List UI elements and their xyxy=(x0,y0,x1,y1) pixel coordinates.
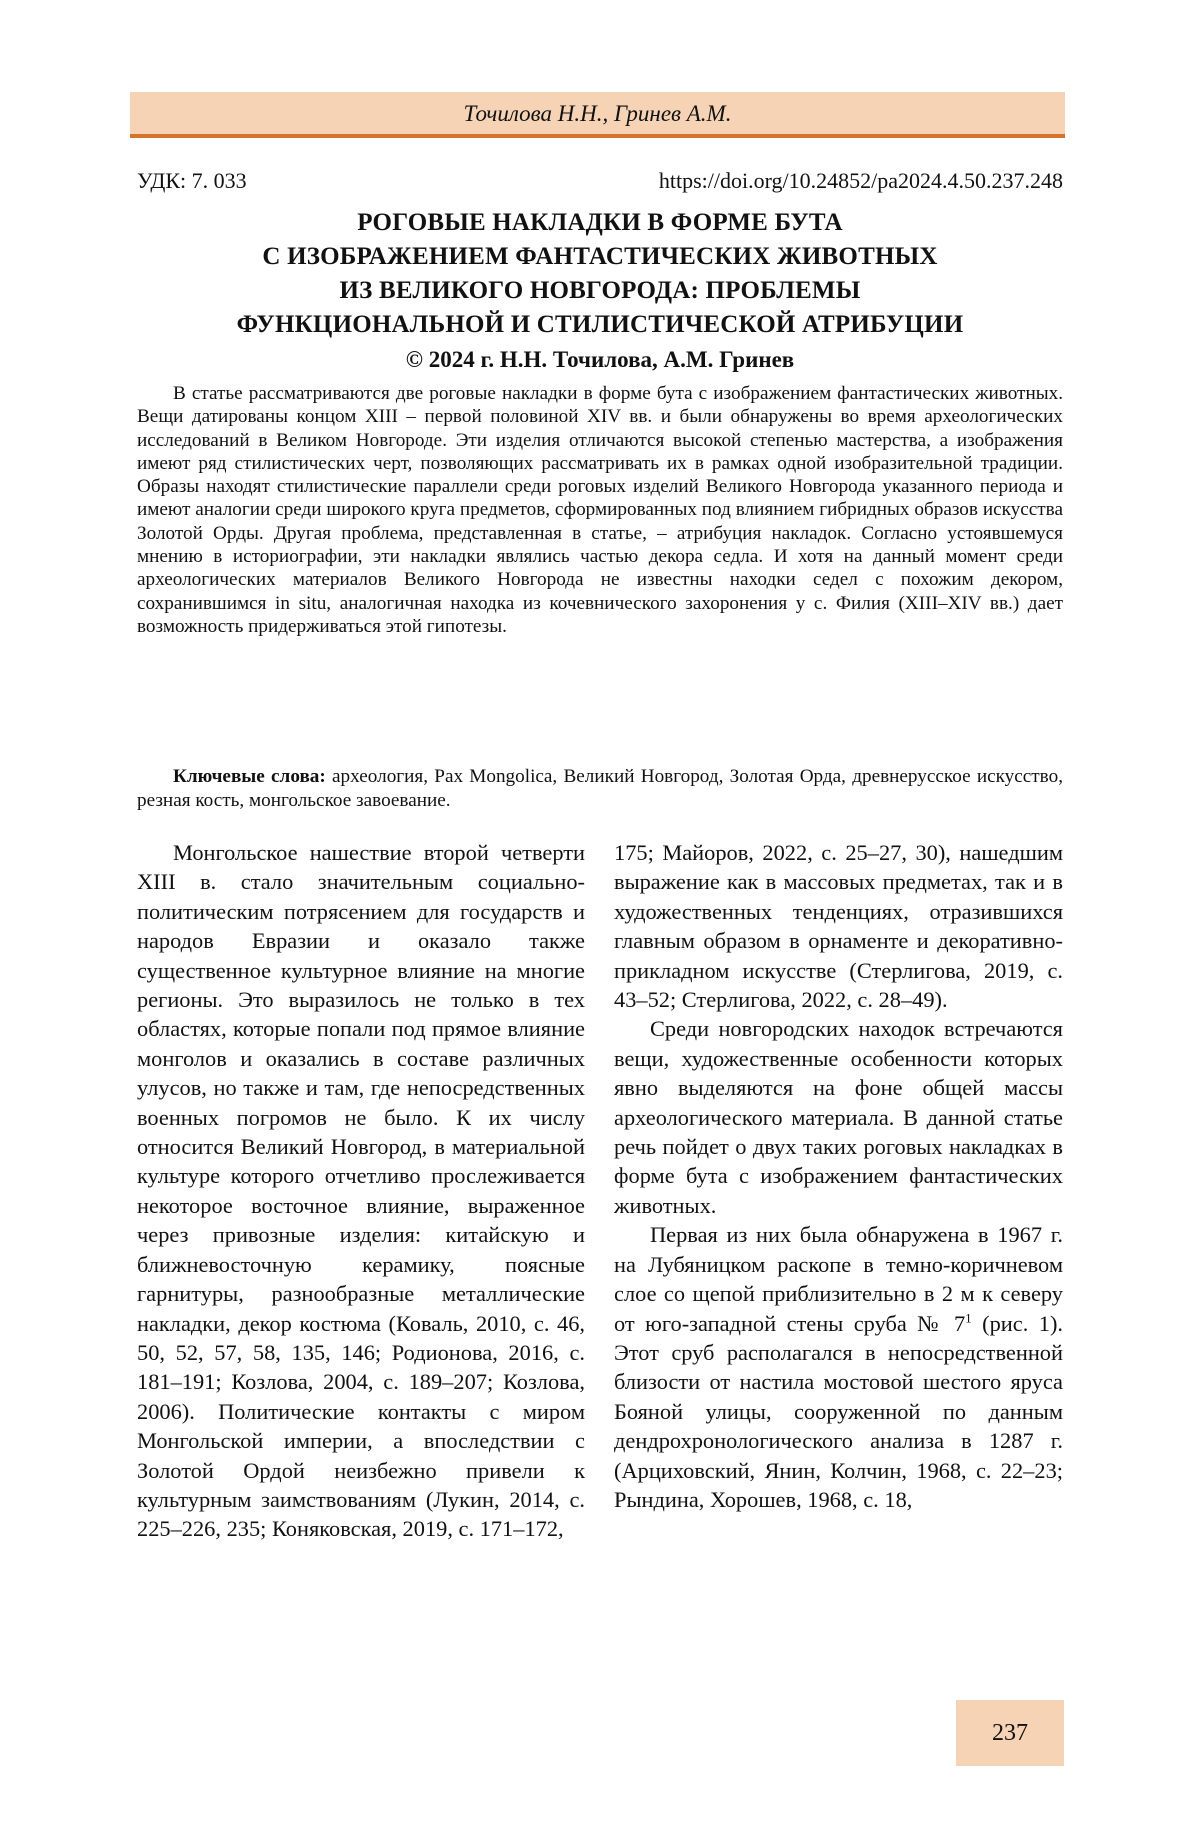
keywords-text: археология, Pax Mongolica, Великий Новгород, Золотая Орда, древнерусское искусство, резная кость, монгольское завоевание. xyxy=(137,766,1063,811)
footnote-ref[interactable]: 1 xyxy=(965,1310,972,1326)
body-paragraph: 175; Майоров, 2022, с. 25–27, 30), нашедшим выражение как в массовых предметах, так и в художественных тенденциях, отразившихся главным образом в орнаменте и декоративно-прикладном искусстве (Стерлигова, 2019, с. 43–52; Стерлигова, 2022, с. 28–49). xyxy=(614,840,1063,1013)
title-line: ИЗ ВЕЛИКОГО НОВГОРОДА: ПРОБЛЕМЫ xyxy=(339,277,861,304)
article-meta xyxy=(137,168,1063,194)
running-header xyxy=(130,92,1065,138)
running-header-authors: Точилова Н.Н., Гринев А.М. xyxy=(463,101,732,126)
keywords-label: Ключевые слова: xyxy=(173,766,326,787)
body-text: Первая из них была обнаружена в 1967 г. на Лубяницком раскопе в темно-коричневом слое со щепой приблизительно в 2 м к северу от юго-западной стены сруба № 7 xyxy=(614,1222,1063,1336)
article-title xyxy=(137,206,1063,342)
abstract: В статье рассматриваются две роговые накладки в форме бута с изображением фантастических животных. Вещи датированы концом XIII – первой половиной XIV вв. и были обнаружены во время археологических исследований в Великом Новгороде. Эти изделия отличаются высокой степенью мастерства, а изображения имеют ряд стилистических черт, позволяющих рассматривать их в рамках одной изобразительной традиции. Образы находят стилистические параллели среди роговых изделий Великого Новгорода указанного периода и имеют аналогии среди широкого круга предметов, сформированных под влиянием гибридных образов искусства Золотой Орды. Другая проблема, представленная в статье, – атрибуция накладок. Согласно устоявшемуся мнению в историографии, эти накладки являлись частью декора седла. И хотя на данный момент среди археологических материалов Великого Новгорода не известны находки седел с похожим декором, сохранившимся in situ, аналогичная находка из кочевнического захоронения у с. Филия (XIII–XIV вв.) дает возможность придерживаться этой гипотезы. xyxy=(137,383,1063,637)
body-paragraph: Среди новгородских находок встречаются вещи, художественные особенности которых явно выделяются на фоне общей массы археологического материала. В данной статье речь пойдет о двух таких роговых накладках в форме бута с изображением фантастических животных. xyxy=(614,1016,1063,1218)
title-line: С ИЗОБРАЖЕНИЕМ ФАНТАСТИЧЕСКИХ ЖИВОТНЫХ xyxy=(262,243,938,270)
body-text: (рис. 1). Этот сруб располагался в непосредственной близости от настила мостовой шестого яруса Бояной улицы, сооруженной по данным дендрохронологического анализа в 1287 г. (Арциховский, Янин, Колчин, 1968, с. 22–23; Рындина, Хорошев, 1968, с. 18, xyxy=(614,1310,1064,1512)
body-paragraph: Монгольское нашествие второй четверти XIII в. стало значительным социально-политическим потрясением для государств и народов Евразии и оказало также существенное культурное влияние на многие регионы. Это выразилось не только в тех областях, которые попали под прямое влияние монголов и оказались в составе различных улусов, но также и там, где непосредственных военных погромов не было. К их числу относится Великий Новгород, в материальной культуре которого отчетливо прослеживается некоторое восточное влияние, выраженное через привозные изделия: китайскую и ближневосточную керамику, поясные гарнитуры, разнообразные металлические накладки, декор костюма (Коваль, 2010, с. 46, 50, 52, 57, 58, 135, 146; Родионова, 2016, с. 181–191; Козлова, 2004, с. 189–207; Козлова, 2006). Политические контакты с миром Монгольской империи, а впоследствии с Золотой Ордой неизбежно привели к культурным заимствованиям (Лукин, 2014, с. 225–226, 235; Коняковская, 2019, с. 171–172, xyxy=(137,840,585,1542)
udk-code: УДК: 7. 033 xyxy=(137,168,247,193)
keywords xyxy=(137,765,1063,813)
body-column-right xyxy=(614,838,1063,1514)
title-line: ФУНКЦИОНАЛЬНОЙ И СТИЛИСТИЧЕСКОЙ АТРИБУЦИИ xyxy=(236,311,964,338)
article-authors: © 2024 г. Н.Н. Точилова, А.М. Гринев xyxy=(405,347,795,372)
title-line: РОГОВЫЕ НАКЛАДКИ В ФОРМЕ БУТА xyxy=(357,209,843,236)
body-column-left xyxy=(137,838,585,1544)
page-number: 237 xyxy=(956,1700,1064,1766)
doi-link[interactable]: https://doi.org/10.24852/pa2024.4.50.237.248 xyxy=(658,168,1063,193)
body-paragraph xyxy=(614,1220,1063,1514)
